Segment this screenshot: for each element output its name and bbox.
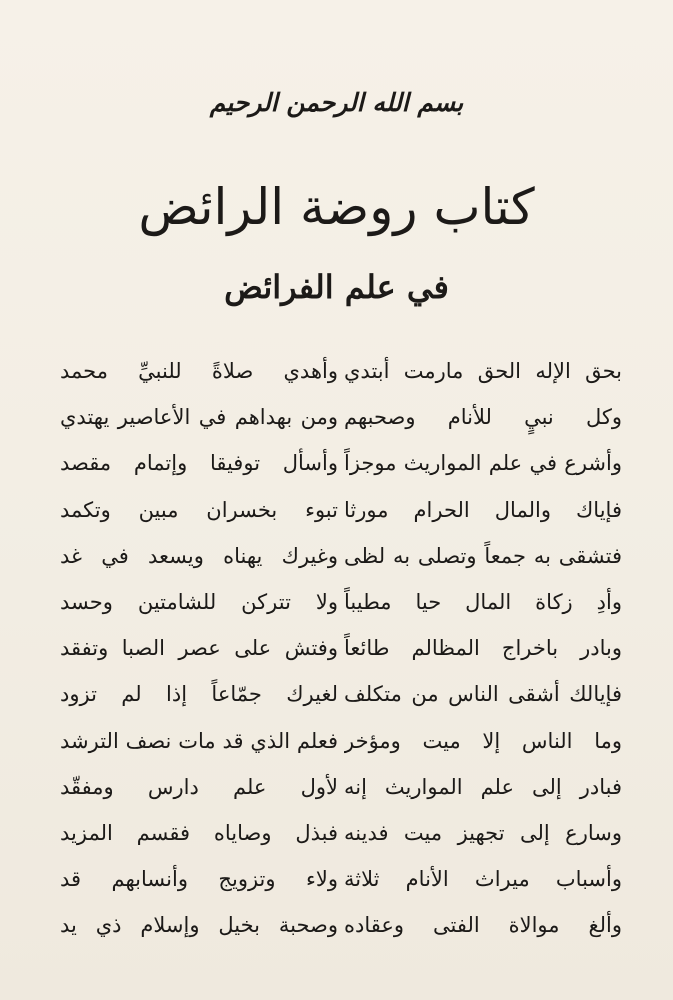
book-title: كتاب روضة الرائض: [138, 178, 535, 236]
poem-right-column: [344, 348, 622, 948]
verse-line: وصحبة بخيل وإسلام ذي يد: [60, 913, 338, 938]
verse-line: فإيالك أشقى الناس من متكلف: [344, 682, 622, 707]
verse-line: بحق الإله الحق مارمت أبتدي: [344, 359, 622, 383]
verse-line: ولا تتركن للشامتين وحسد: [60, 589, 338, 614]
verse-line: فبادر إلى علم المواريث إنه: [344, 774, 622, 799]
verse-line: لغيرك جمّاعاً إذا لم تزود: [60, 682, 338, 707]
verse-line: وفتش على عصر الصبا وتفقد: [60, 636, 338, 661]
verse-line: وبادر باخراج المظالم طائعاً: [344, 636, 622, 661]
verse-line: ومن بهداهم في الأعاصير يهتدي: [60, 405, 338, 430]
basmala: بسم الله الرحمن الرحيم: [209, 88, 464, 117]
verse-line: وما الناس إلا ميت ومؤخر: [344, 728, 622, 753]
verse-line: ولاء وتزويج وأنسابهم قد: [60, 867, 338, 892]
verse-line: وأهدي صلاةً للنبيِّ محمد: [60, 359, 338, 383]
book-subtitle: في علم الفرائض: [224, 268, 449, 306]
verse-line: وأسباب ميراث الأنام ثلاثة: [344, 867, 622, 892]
verse-line: لأول علم دارس ومفقّد: [60, 774, 338, 799]
verse-line: وسارع إلى تجهيز ميت فدينه: [344, 820, 622, 845]
verse-line: وكل نبيٍ للأنام وصحبهم: [344, 405, 622, 430]
verse-line: وألغ موالاة الفتى وعقاده: [344, 913, 622, 938]
verse-line: وأسأل توفيقا وإتمام مقصد: [60, 451, 338, 476]
verse-line: فتشقى به جمعاً وتصلى به لظى: [344, 543, 622, 568]
verse-line: وأشرع في علم المواريث موجزاً: [344, 451, 622, 476]
verse-line: فبذل وصاياه فقسم المزيد: [60, 820, 338, 845]
verse-line: تبوء بخسران مبين وتكمد: [60, 497, 338, 522]
poem-left-column: [60, 348, 338, 948]
verse-line: وأدِ زكاة المال حيا مطيباً: [344, 589, 622, 614]
poem: [60, 348, 622, 988]
verse-line: وغيرك يهناه ويسعد في غد: [60, 543, 338, 568]
verse-line: فعلم الذي قد مات نصف الترشد: [60, 728, 338, 753]
verse-line: فإياك والمال الحرام مورثا: [344, 497, 622, 522]
